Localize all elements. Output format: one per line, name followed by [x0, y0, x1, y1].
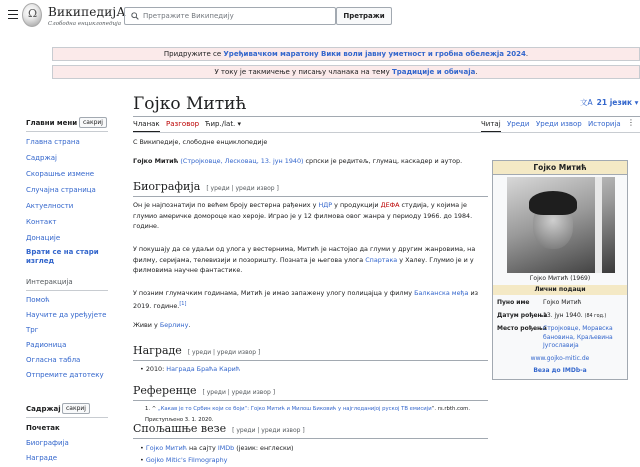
bio-text: 2019. године. — [133, 301, 180, 310]
lead-name: Гојко Митић — [133, 157, 179, 165]
birth-link[interactable]: (Стрojковце, Лесковац, 13. јун 1940) — [180, 157, 304, 165]
banner-text: Придружите се — [163, 50, 224, 58]
full-name-label: Пуно име — [497, 299, 530, 306]
menu-icon[interactable] — [8, 10, 18, 19]
bio-text: Он је најпознатији по већем броју вестерна рађених у — [133, 201, 319, 209]
external-links-heading-text: Спољашње везе — [133, 422, 227, 435]
search-box[interactable] — [124, 7, 336, 25]
awards-heading-text: Награде — [133, 344, 182, 357]
chevron-down-icon: ▾ — [235, 120, 242, 128]
tab-edit-source[interactable]: Уреди извор — [536, 120, 582, 128]
reference-number: 1. ^ — [145, 406, 158, 412]
reference-marker[interactable]: [1] — [179, 300, 187, 307]
full-name-value: Гојко Митић — [543, 299, 582, 306]
birth-place-label: Место рођења — [497, 325, 547, 332]
more-tools-icon[interactable]: ⋮ — [627, 118, 635, 127]
sidebar-item-random-page[interactable]: Случајна страница — [26, 186, 96, 194]
lead-paragraph — [133, 156, 491, 167]
main-menu-hide-button[interactable]: сакриј — [79, 117, 107, 128]
imdb-profile-link[interactable]: Гојко Митић — [145, 444, 187, 452]
bio-text: у Халеу. Глумио је и у — [397, 255, 474, 264]
marathon-banner — [52, 47, 640, 61]
tab-article[interactable]: Чланак — [133, 120, 160, 132]
biography-heading-text: Биографија — [133, 180, 201, 193]
languages-button[interactable] — [580, 97, 638, 108]
age: (84 год.) — [584, 314, 607, 319]
chevron-down-icon: ▾ — [632, 98, 639, 107]
contest-banner — [52, 65, 640, 79]
search-input[interactable] — [143, 10, 331, 22]
photo-caption: Гојко Митић (1969) — [529, 275, 591, 282]
bio-paragraph-3 — [133, 288, 491, 311]
balkan-line-link[interactable]: Балканска међа — [414, 289, 469, 297]
external-links-heading — [133, 422, 305, 435]
bio-paragraph-2 — [133, 244, 491, 276]
divider — [26, 290, 108, 291]
gdr-link[interactable]: НДР — [318, 201, 333, 209]
bio-text: године. — [133, 222, 159, 231]
berlin-link[interactable]: Берлину — [159, 321, 189, 329]
title-divider — [133, 116, 640, 117]
sidebar-item-contents[interactable]: Садржај — [26, 154, 58, 162]
external-link-item: • Гојко Митић на сајту IMDb (језик: енглески) — [140, 444, 294, 452]
tabs-divider — [133, 132, 640, 133]
awards-edit-links[interactable]: [ уреди | уреди извор ] — [187, 349, 261, 356]
bio-text: Живи у — [133, 321, 160, 329]
bio-text: студија, у којима је — [399, 201, 467, 209]
tab-script-switch[interactable] — [205, 120, 241, 128]
wikipedia-wordmark[interactable]: ВикипедијА — [48, 5, 126, 19]
references-edit-links[interactable]: [ уреди | уреди извор ] — [202, 389, 276, 396]
sidebar-item-current-events[interactable]: Актуелности — [26, 202, 74, 210]
section-divider — [133, 196, 488, 197]
bio-paragraph-1 — [133, 200, 491, 232]
awards-heading — [133, 344, 260, 357]
marathon-link[interactable]: Уређивачком маратону Вики воли јавну уметност и гробна обележја 2024 — [223, 50, 526, 58]
section-divider — [133, 438, 488, 439]
contents-heading: Садржај — [26, 405, 61, 413]
sidebar-item-help[interactable]: Помоћ — [26, 296, 50, 304]
banner-text-end: . — [525, 50, 529, 58]
sidebar-item-noticeboard[interactable]: Огласна табла — [26, 356, 81, 364]
site-subtitle: С Википедије, слободне енциклопедије — [133, 138, 268, 146]
award-year: 2010: — [145, 365, 167, 373]
banner-text-end: . — [475, 68, 478, 76]
contents-hide-button[interactable]: сакриј — [62, 403, 90, 414]
references-heading-text: Референце — [133, 384, 197, 397]
bio-text: У покушају да се удаљи од улога у вестернима, Митић је настојао да глуми у другим жанровима, на — [133, 245, 476, 253]
sidebar-item-main-page[interactable]: Главна страна — [26, 138, 80, 146]
imdb-link[interactable]: IMDb — [217, 444, 235, 452]
reference-link[interactable]: „Какав је то Србин који се боји“: Гојко Митић и Милош Биковић у најгледанијој руској ТВ емисији — [157, 406, 432, 412]
bio-text: филмовима научне фантастике. — [133, 266, 243, 275]
sidebar-item-contact[interactable]: Контакт — [26, 218, 57, 226]
lead-text: српски је редитељ, глумац, каскадер и аутор. — [303, 157, 463, 165]
tab-history[interactable]: Историја — [588, 120, 621, 128]
tab-read[interactable]: Читај — [481, 120, 501, 132]
interaction-heading: Интеракција — [26, 278, 73, 286]
karic-award-link[interactable]: Награда Браћа Карић — [166, 365, 240, 373]
toc-item-awards[interactable]: Награде — [26, 454, 58, 462]
portrait-photo[interactable] — [507, 177, 615, 273]
imdb-infobox-link[interactable]: Веза до IMDb-а — [533, 367, 587, 374]
spartacus-link[interactable]: Спартака — [365, 255, 398, 264]
script-switch-label: Ћир./lat. — [205, 120, 236, 128]
biography-edit-links[interactable]: [ уреди | уреди извор ] — [206, 185, 279, 192]
birth-date: 13. јун 1940. — [543, 312, 583, 319]
wikipedia-tagline: Слободна енциклопедија — [48, 21, 121, 27]
wikipedia-globe-icon[interactable] — [22, 3, 42, 27]
page-title: Гојко Митић — [133, 94, 247, 114]
reference-source: “. rs.rbth.com. Приступљено 3. 1. 2020. — [145, 406, 471, 423]
sidebar-item-workshop[interactable]: Радионица — [26, 341, 67, 349]
infobox-section-header: Лични подаци — [493, 285, 627, 295]
photo-hair — [529, 191, 577, 215]
bio-text: из — [468, 289, 479, 297]
contest-link[interactable]: Традиције и обичаја — [391, 68, 476, 76]
languages-label: 21 језик — [596, 98, 633, 107]
birth-place-value[interactable]: Стројковце, Моравска бановина, Краљевина Југославија — [543, 325, 613, 349]
external-link-item: • Gojko Mitic's Filmography — [140, 456, 228, 464]
banner-text: У току је такмичење у писању чланака на тему — [214, 68, 392, 76]
section-divider — [133, 400, 488, 401]
sidebar-item-learn-to-edit[interactable]: Научите да уређујете — [26, 311, 107, 319]
divider — [26, 131, 108, 132]
award-list-item: • 2010: Награда Браћа Карић — [140, 365, 240, 373]
bio-text: у продукцији — [332, 201, 381, 209]
main-menu-heading: Главни мени — [26, 119, 78, 127]
toc-item-top[interactable]: Почетак — [26, 424, 60, 432]
sidebar-item-recent-changes[interactable]: Скорашње измене — [26, 170, 95, 178]
birth-date-label: Датум рођења — [497, 312, 548, 319]
bio-text: филму, серијама, телевизији и позоришту. Позната је његова улога — [133, 255, 366, 264]
birth-date-value — [543, 312, 625, 322]
toc-item-biography[interactable]: Биографија — [26, 439, 69, 447]
infobox-title: Гојко Митић — [493, 161, 627, 175]
header — [0, 0, 640, 40]
ext-text: (језик: енглески) — [234, 444, 294, 452]
sidebar-item-old-look[interactable]: Врати се на стари изглед — [26, 248, 99, 265]
bio-paragraph-4 — [133, 320, 491, 331]
biography-heading — [133, 180, 279, 193]
bio-text: У позним глумачким годинама, Митић је имао запажену улогу полицајца у филму — [133, 289, 415, 297]
external-links-edit-links[interactable]: [ уреди | уреди извор ] — [232, 427, 305, 434]
filmography-link[interactable]: Gojko Mitic's Filmography — [145, 456, 228, 464]
section-divider — [133, 360, 488, 361]
infobox — [492, 160, 628, 380]
ext-text: на сајту — [186, 444, 218, 452]
sidebar-item-donate[interactable]: Донације — [26, 234, 61, 242]
sidebar-item-square[interactable]: Трг — [26, 326, 39, 334]
defa-link[interactable]: ДЕФА — [380, 201, 400, 209]
bio-text: глумио америчке домороце као хероје. Играо је у 12 филмова овог жанра у периоду 1966. до 1984. — [133, 211, 473, 220]
tab-edit[interactable]: Уреди — [507, 120, 530, 128]
sidebar-item-upload-file[interactable]: Отпремите датотеку — [26, 371, 104, 379]
divider — [26, 417, 108, 418]
website-link[interactable]: www.gojko-mitic.de — [530, 355, 590, 362]
references-heading — [133, 384, 275, 397]
search-button[interactable]: Претражи — [336, 7, 392, 25]
search-icon — [131, 12, 139, 20]
tab-talk[interactable]: Разговор — [166, 120, 200, 128]
translate-icon: 文A — [580, 98, 593, 107]
bio-text: . — [188, 321, 191, 329]
photo-detail — [595, 177, 602, 273]
